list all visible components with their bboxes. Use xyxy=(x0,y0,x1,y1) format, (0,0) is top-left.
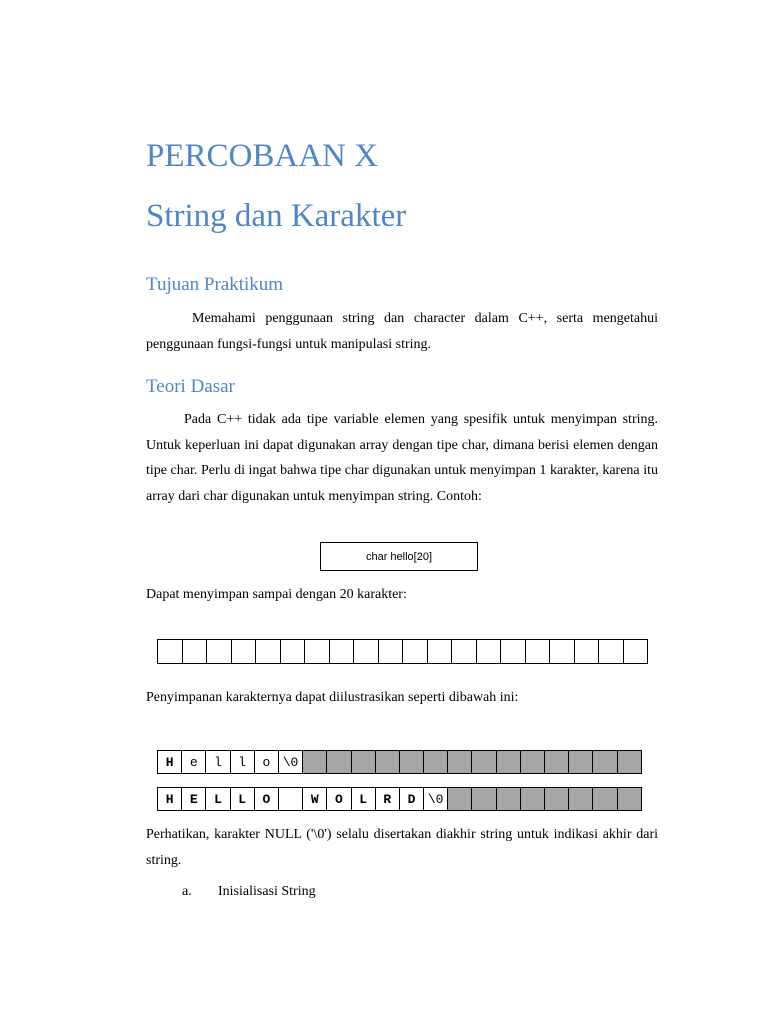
page-subtitle: String dan Karakter xyxy=(146,198,407,234)
array-cell: o xyxy=(255,750,279,774)
array-cell: H xyxy=(158,750,182,774)
array-cell: W xyxy=(303,787,327,811)
array-cell xyxy=(327,750,351,774)
array-cell xyxy=(599,639,624,664)
array-cell xyxy=(497,750,521,774)
array-cell xyxy=(424,750,448,774)
array-cell xyxy=(618,787,642,811)
array-cell: \0 xyxy=(279,750,303,774)
array-cell xyxy=(575,639,600,664)
array-cell: O xyxy=(327,787,351,811)
array-cell xyxy=(232,639,257,664)
array-cell: E xyxy=(182,787,206,811)
array-cell: l xyxy=(231,750,255,774)
array-cell xyxy=(521,750,545,774)
array-cell xyxy=(376,750,400,774)
array-cell xyxy=(352,750,376,774)
array-cell xyxy=(624,639,649,664)
tujuan-paragraph: Memahami penggunaan string dan character dalam C++, serta mengetahui penggunaan fungsi-fungsi untuk manipulasi string. xyxy=(146,311,658,352)
section-heading-tujuan: Tujuan Praktikum xyxy=(146,274,284,295)
array-cell xyxy=(354,639,379,664)
page-title: PERCOBAAN X xyxy=(146,138,378,174)
array-cell xyxy=(400,750,424,774)
array-cell: L xyxy=(231,787,255,811)
array-cell xyxy=(448,787,472,811)
array-cell xyxy=(158,639,183,664)
array-cell xyxy=(428,639,453,664)
array-cell xyxy=(303,750,327,774)
array-cell xyxy=(207,639,232,664)
list-item-text: Inisialisasi String xyxy=(218,884,316,899)
array-cell: H xyxy=(158,787,182,811)
code-example-box: char hello[20] xyxy=(320,542,478,571)
array-cell xyxy=(501,639,526,664)
array-cell xyxy=(403,639,428,664)
array-cell xyxy=(279,787,303,811)
char-array-helloworld xyxy=(157,787,642,811)
array-cell xyxy=(452,639,477,664)
array-cell xyxy=(593,750,617,774)
array-cell xyxy=(281,639,306,664)
array-cell xyxy=(550,639,575,664)
array-cell: \0 xyxy=(424,787,448,811)
array-cell xyxy=(593,787,617,811)
illustration-text: Penyimpanan karakternya dapat diilustrasikan seperti dibawah ini: xyxy=(146,690,519,705)
array-cell: e xyxy=(182,750,206,774)
char-array-hello xyxy=(157,750,642,774)
array-cell xyxy=(526,639,551,664)
array-cell xyxy=(477,639,502,664)
empty-char-array xyxy=(157,639,648,664)
null-note-paragraph: Perhatikan, karakter NULL ('\0') selalu disertakan diakhir string untuk indikasi akhir dari string. xyxy=(146,827,658,868)
teori-paragraph: Pada C++ tidak ada tipe variable elemen yang spesifik untuk menyimpan string. Untuk keperluan ini dapat digunakan array dengan tipe char, dimana berisi elemen dengan tipe char. Perlu di ingat bahwa tipe char digunakan untuk menyimpan 1 karakter, karena itu array dari char digunakan untuk menyimpan string. Contoh: xyxy=(146,412,658,504)
array-cell: l xyxy=(206,750,230,774)
array-cell xyxy=(569,750,593,774)
array-cell xyxy=(569,787,593,811)
array-cell xyxy=(183,639,208,664)
array-cell: R xyxy=(376,787,400,811)
array-cell xyxy=(618,750,642,774)
array-cell xyxy=(521,787,545,811)
array-cell xyxy=(497,787,521,811)
array-cell: O xyxy=(255,787,279,811)
array-cell xyxy=(256,639,281,664)
array-cell xyxy=(305,639,330,664)
array-cell: L xyxy=(352,787,376,811)
array-cell: D xyxy=(400,787,424,811)
list-marker: a. xyxy=(182,884,192,899)
array-cell xyxy=(545,787,569,811)
array-cell xyxy=(448,750,472,774)
array-cell xyxy=(379,639,404,664)
section-heading-teori: Teori Dasar xyxy=(146,376,235,397)
array-cell: L xyxy=(206,787,230,811)
array-cell xyxy=(330,639,355,664)
capacity-text: Dapat menyimpan sampai dengan 20 karakter: xyxy=(146,587,407,602)
array-cell xyxy=(472,787,496,811)
array-cell xyxy=(545,750,569,774)
array-cell xyxy=(472,750,496,774)
